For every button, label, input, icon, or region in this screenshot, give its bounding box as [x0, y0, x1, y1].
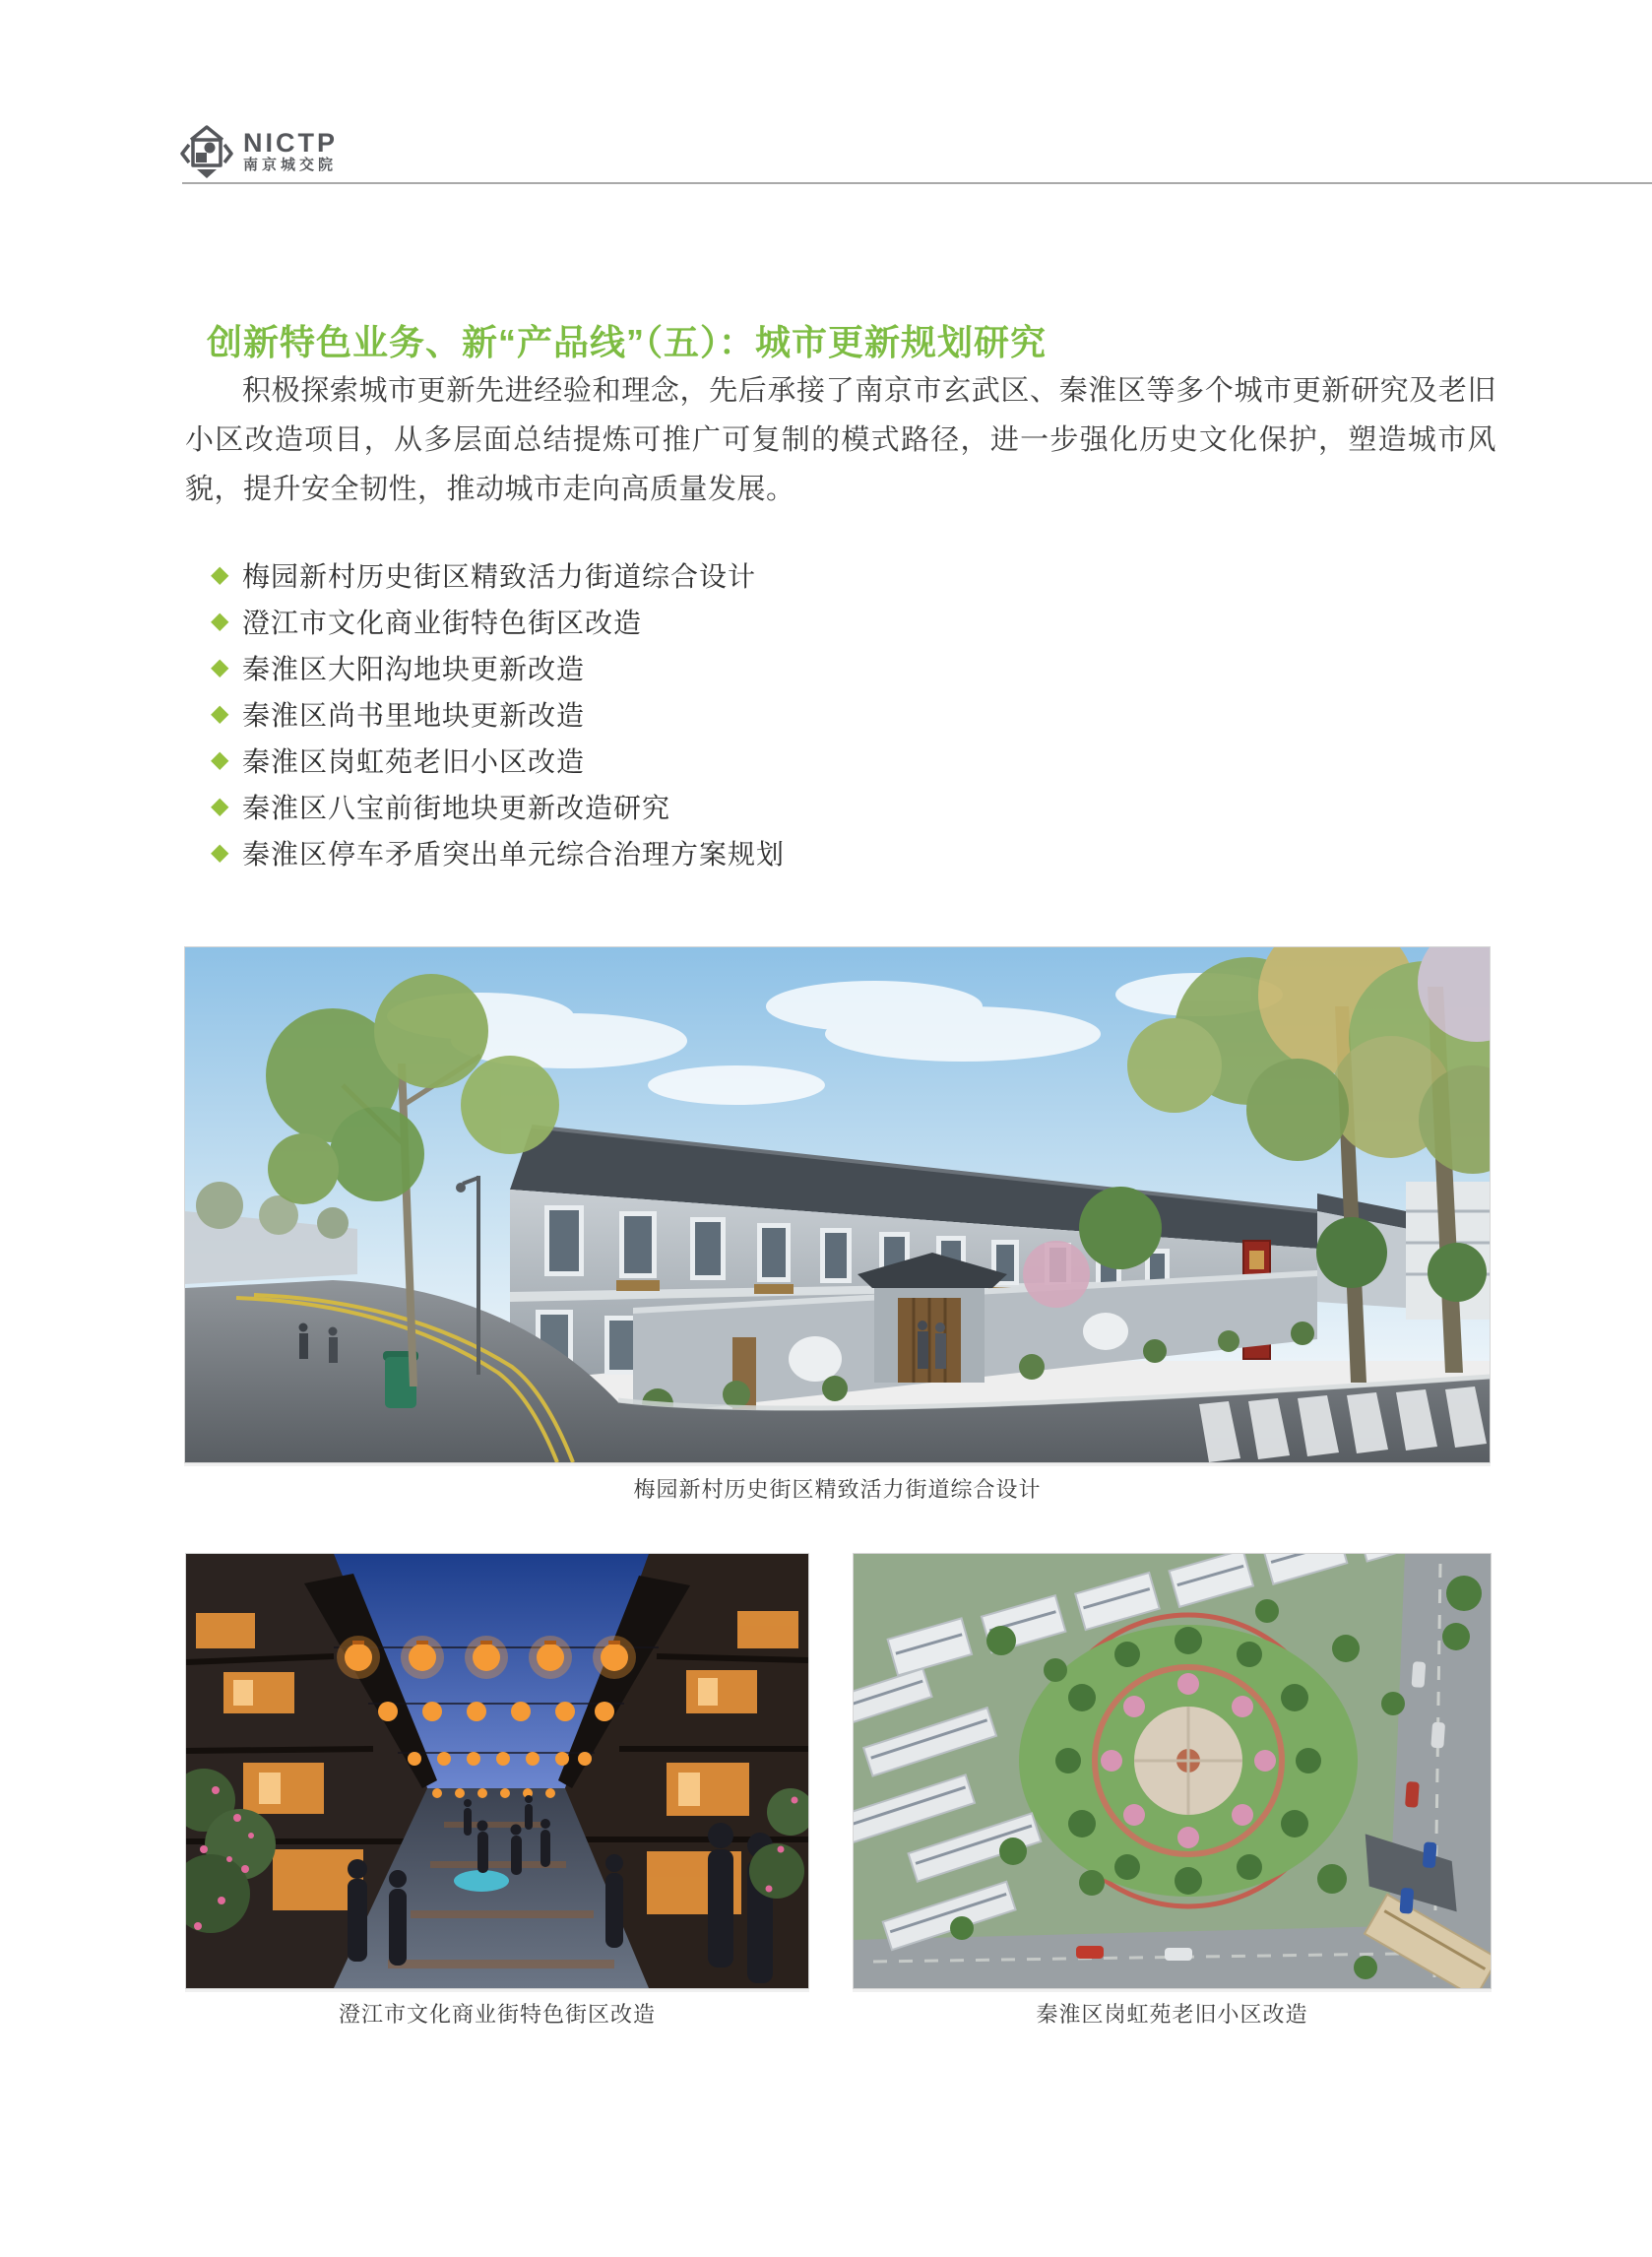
logo-text-block	[243, 129, 338, 174]
logo-name: NICTP	[243, 128, 338, 158]
list-item	[211, 783, 785, 829]
body-paragraph: 积极探索城市更新先进经验和理念，先后承接了南京市玄武区、秦淮区等多个城市更新研究及老旧小区改造项目，从多层面总结提炼可推广可复制的模式路径，进一步强化历史文化保护，塑造城市风貌，提升安全韧性，推动城市走向高质量发展。	[185, 375, 1496, 505]
list-item	[211, 829, 785, 875]
figure-caption: 澄江市文化商业街特色街区改造	[338, 2002, 656, 2027]
diamond-bullet-icon: ◆	[211, 607, 229, 634]
logo-subtitle: 南京城交院	[243, 157, 338, 173]
aerial-community-image	[853, 1553, 1492, 1989]
diamond-bullet-icon: ◆	[211, 699, 229, 727]
list-item-label: 秦淮区岗虹苑老旧小区改造	[242, 746, 586, 778]
nictp-logo-icon	[180, 124, 233, 179]
figure-caption: 秦淮区岗虹苑老旧小区改造	[1036, 2002, 1308, 2027]
section-heading: 创新特色业务、新“产品线”（五）：城市更新规划研究	[207, 322, 1048, 362]
list-item-label: 秦淮区八宝前街地块更新改造研究	[242, 793, 671, 824]
list-item	[211, 644, 785, 690]
list-item	[211, 598, 785, 644]
list-item-label: 澄江市文化商业街特色街区改造	[242, 608, 643, 639]
list-item-label: 梅园新村历史街区精致活力街道综合设计	[242, 561, 757, 593]
list-item	[211, 690, 785, 737]
night-street-image	[185, 1553, 809, 1989]
nictp-logo	[180, 124, 338, 179]
list-item-label: 秦淮区停车矛盾突出单元综合治理方案规划	[242, 839, 786, 871]
diamond-bullet-icon: ◆	[211, 745, 229, 773]
diamond-bullet-icon: ◆	[211, 653, 229, 680]
park	[1019, 1625, 1358, 1897]
header-divider	[182, 182, 1652, 184]
list-item-label: 秦淮区尚书里地块更新改造	[242, 700, 586, 732]
list-item	[211, 737, 785, 783]
figure-caption: 梅园新村历史街区精致活力街道综合设计	[633, 1477, 1042, 1502]
list-item	[211, 551, 785, 598]
diamond-bullet-icon: ◆	[211, 792, 229, 819]
list-item-label: 秦淮区大阳沟地块更新改造	[242, 654, 586, 685]
project-list	[211, 551, 785, 875]
diamond-bullet-icon: ◆	[211, 838, 229, 866]
diamond-bullet-icon: ◆	[211, 560, 229, 588]
street-rendering-image	[184, 946, 1491, 1463]
